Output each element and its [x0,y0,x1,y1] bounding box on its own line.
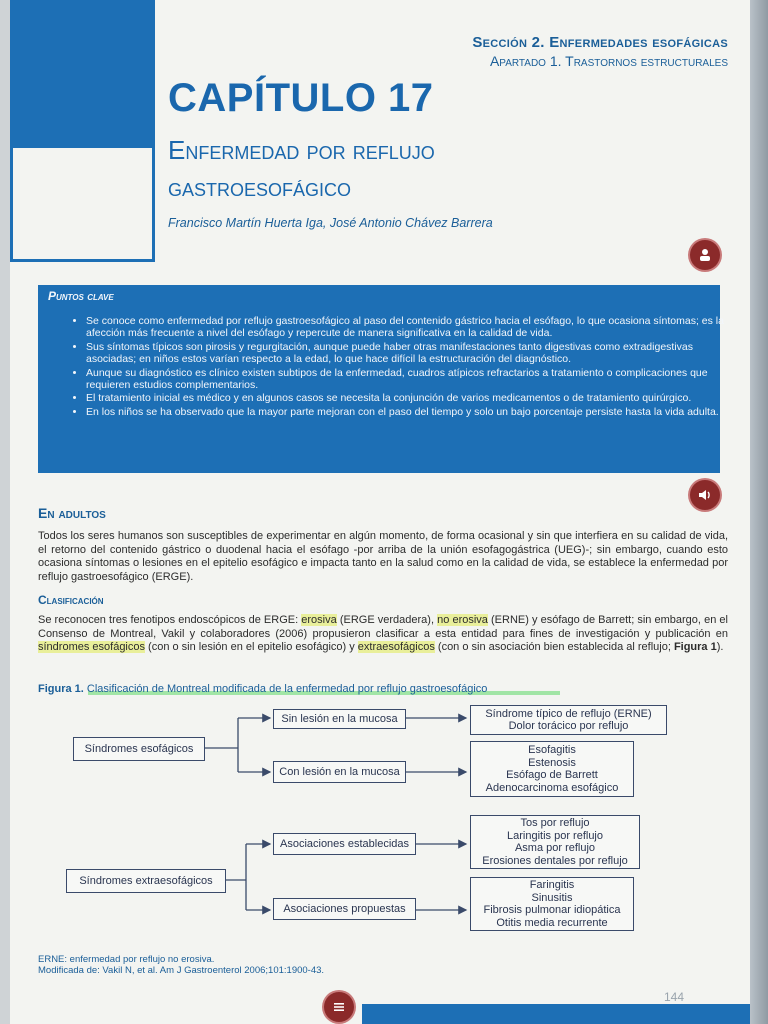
box-label: Síndromes esofágicos [84,742,194,755]
box-label: Síndrome típico de reflujo (ERNE) [485,707,652,720]
box-label: Asociaciones establecidas [279,837,410,850]
box-label: Con lesión en la mucosa [279,765,400,778]
box-label: Dolor torácico por reflujo [508,720,629,732]
text-run: ). [716,641,724,653]
key-points-title: Puntos clave [48,289,114,303]
key-point-item: • En los niños se ha observado que la mayor parte mejoran con el paso del tiempo y solo un bajo porcentaje persiste hasta la vida adulta. [86,406,736,418]
box-sindromes-esofagicos [73,737,205,761]
chapter-number: CAPÍTULO 17 [168,76,434,120]
book-page-edge [750,0,768,1024]
key-point-item: • Se conoce como enfermedad por reflujo gastroesofágico al paso del contenido gástrico hacia el esófago, lo que ocasiona síntomas; es la afección más frecuente a nivel del esófago y repercute de manera significativa en la calidad de vida. [86,315,736,340]
chapter-title-line2: gastroesofágico [168,172,352,202]
text-run: Se reconocen tres fenotipos endoscópicos de ERGE: [38,614,302,626]
box-asociaciones-propuestas [273,898,416,920]
box-sin-lesion [273,709,406,729]
box-label: Otitis media recurrente [496,916,608,929]
highlight-sindromes-esofagicos: síndromes esofágicos [38,641,145,653]
box-label: Esofagitis [528,744,576,756]
box-label: Sinusitis [531,891,573,904]
box-label: Esófago de Barrett [506,769,598,781]
book-page [10,0,750,1024]
highlight-extraesofagicos: extraesofágicos [357,641,435,653]
box-label: Fibrosis pulmonar idiopática [483,904,621,916]
section-heading-clasificacion: Clasificación [38,593,104,607]
box-label: Erosiones dentales por reflujo [482,854,628,867]
chapter-title-line1: Enfermedad por reflujo [168,135,435,165]
bottom-color-bar [362,1004,750,1024]
footnote-line: ERNE: enfermedad por reflujo no erosiva. [38,954,215,965]
menu-list-icon[interactable] [324,992,354,1022]
box-asociaciones-establecidas [273,833,416,855]
box-label: Estenosis [528,756,576,769]
key-point-item: • Aunque su diagnóstico es clínico existen subtipos de la enfermedad, cuadros atípicos refractarios a tratamiento o complicaciones que requieren estudios complementarios. [86,367,736,392]
box-label: Asociaciones propuestas [283,902,406,915]
box-label: Adenocarcinoma esofágico [485,781,619,794]
adultos-paragraph: Todos los seres humanos son susceptibles de experimentar en algún momento, de forma ocasional y sin que interfiera en su calidad de vida, el retorno del contenido gástrico o duodenal hacia el esófago -por arriba de la unión esofagogástrica (UEG)-; sin embargo, cuando esto ocasiona síntomas o lesiones en el epitelio esofágico e impacta tanto en la salud como en la calidad de vida, se establece la enfermedad por reflujo gastroesofágico (ERGE). [38,530,728,583]
text-run: (ERNE) y esófago de Barrett; sin embargo, en el Consenso de Montreal, Vakil y colaboradores (2006) propusieron clasificar a esta entidad para fines de investigación y publicación en [38,614,728,640]
box-con-lesion [273,761,406,783]
figure-label: Figura 1. [38,683,84,695]
box-label: Laringitis por reflujo [507,829,603,842]
highlight-no-erosiva: no erosiva [437,614,488,626]
box-label: Síndromes extraesofágicos [79,874,213,887]
key-point-item: • Sus síntomas típicos son pirosis y regurgitación, aunque puede haber otras manifestaciones tanto digestivas como extradigestivas asociadas; en niños estos varían respecto a la edad, lo que hace difícil la estructuración del diagnóstico. [86,341,736,366]
text-run: (con o sin asociación bien establecida al reflujo; [434,641,674,653]
section-label: Sección 2. Enfermedades esofágicas [472,34,728,51]
box-label: Faringitis [529,879,575,891]
box-erne [470,705,667,735]
text-run: (con o sin lesión en el epitelio esofágico) y [145,641,358,653]
box-propuestas-list [470,877,634,931]
chapter-authors: Francisco Martín Huerta Iga, José Antonio Chávez Barrera [168,216,493,230]
text-run: (ERGE verdadera), [336,614,438,626]
box-establecidas-list [470,815,640,869]
key-point-item: • El tratamiento inicial es médico y en algunos casos se necesita la conjunción de varios medicamentos o de tratamiento quirúrgico. [86,392,736,404]
figure-footnote [38,954,324,976]
page-number: 144 [664,990,685,1004]
box-sindromes-extraesofagicos [66,869,226,893]
footnote-line: Modificada de: Vakil N, et al. Am J Gastroenterol 2006;101:1900-43. [38,965,325,976]
box-lesion-list [470,741,634,797]
highlight-erosiva: erosiva [301,614,337,626]
box-label: Sin lesión en la mucosa [281,712,398,725]
box-label: Asma por reflujo [514,842,596,854]
figure-reference: Figura 1 [673,641,717,653]
box-label: Tos por reflujo [520,817,590,829]
section-heading-adultos: En adultos [38,505,106,521]
figure-caption-text: Clasificación de Montreal modificada de la enfermedad por reflujo gastroesofágico [83,683,488,695]
apartado-label: Apartado 1. Trastornos estructurales [489,53,728,69]
